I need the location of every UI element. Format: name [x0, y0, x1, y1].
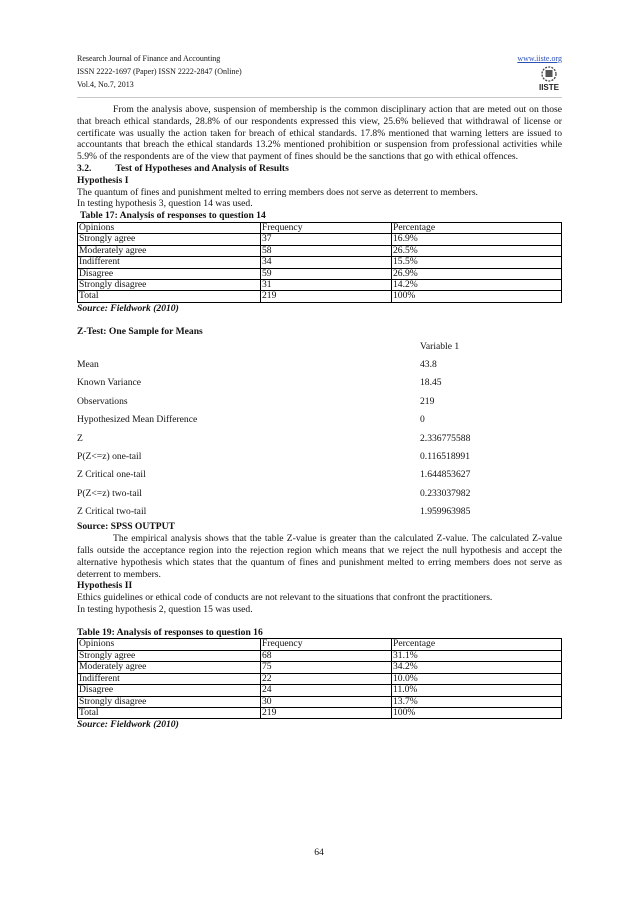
table-cell: 11.0% — [392, 685, 562, 696]
table-cell: Total — [78, 291, 261, 302]
table-cell: Strongly disagree — [78, 280, 261, 291]
journal-title: Research Journal of Finance and Accounting — [77, 54, 221, 63]
ztest-label: Z — [77, 432, 83, 444]
table-cell: 13.7% — [392, 696, 562, 707]
ztest-value: 1.644853627 — [420, 469, 471, 481]
hypothesis-2-testing: In testing hypothesis 2, question 15 was used. — [77, 603, 253, 615]
header-rule — [77, 97, 562, 98]
ztest-label: Z Critical one-tail — [77, 469, 146, 481]
table-row — [78, 245, 562, 256]
table-cell: 22 — [261, 673, 392, 684]
table-cell: 219 — [261, 291, 392, 302]
table-cell: Moderately agree — [78, 245, 261, 256]
table-cell: 100% — [392, 707, 562, 718]
table-19-caption: Table 19: Analysis of responses to question 16 — [77, 626, 263, 638]
table-19 — [77, 638, 562, 719]
ztest-row — [77, 374, 562, 392]
table-cell: 10.0% — [392, 673, 562, 684]
table-cell: 58 — [261, 245, 392, 256]
table-header-cell: Percentage — [392, 222, 562, 233]
table-cell: 24 — [261, 685, 392, 696]
table-row — [78, 662, 562, 673]
ztest-row — [77, 503, 562, 521]
ztest-value: 0.116518991 — [420, 451, 471, 463]
table-cell: 14.2% — [392, 280, 562, 291]
table-cell: 34.2% — [392, 662, 562, 673]
table-header-cell: Opinions — [78, 222, 261, 233]
ztest-row — [77, 466, 562, 484]
table-header-cell: Frequency — [261, 639, 392, 650]
table-cell: 75 — [261, 662, 392, 673]
section-heading — [77, 163, 562, 175]
table-row — [78, 685, 562, 696]
table-cell: 26.9% — [392, 268, 562, 279]
empirical-paragraph: The empirical analysis shows that the table Z-value is greater than the calculated Z-value. The calculated Z-value falls outside the acceptance region into the rejection region which means that we reject the null hypothesis and accept the alternative hypothesis which states that the quantum of fines and punishment melted to erring members does not serve as deterrent to members. — [77, 533, 562, 580]
table-cell: 30 — [261, 696, 392, 707]
ztest-row — [77, 393, 562, 411]
table-cell: 34 — [261, 257, 392, 268]
table-row — [78, 234, 562, 245]
table-header-cell: Frequency — [261, 222, 392, 233]
ztest-source: Source: SPSS OUTPUT — [77, 521, 175, 533]
table-header-row — [78, 639, 562, 650]
hypothesis-2-statement: Ethics guidelines or ethical code of conducts are not relevant to the situations that confront the practitioners. — [77, 592, 493, 604]
ztest-value: 1.959963985 — [420, 506, 471, 518]
ztest-label: Observations — [77, 395, 128, 407]
table-17-source: Source: Fieldwork (2010) — [77, 302, 179, 314]
journal-issn: ISSN 2222-1697 (Paper) ISSN 2222-2847 (Online) — [77, 67, 242, 76]
table-cell: 100% — [392, 291, 562, 302]
section-title: Test of Hypotheses and Analysis of Results — [115, 162, 289, 174]
ztest-value: 0 — [420, 414, 425, 426]
table-row — [78, 707, 562, 718]
hypothesis-2-heading: Hypothesis II — [77, 580, 133, 592]
table-cell: Indifferent — [78, 673, 261, 684]
ztest-label: P(Z<=z) one-tail — [77, 451, 142, 463]
table-cell: 68 — [261, 650, 392, 661]
journal-volume: Vol.4, No.7, 2013 — [77, 80, 134, 89]
table-cell: Disagree — [78, 268, 261, 279]
ztest-value: 18.45 — [420, 377, 442, 389]
table-cell: 59 — [261, 268, 392, 279]
page-content — [77, 104, 562, 731]
table-cell: Strongly disagree — [78, 696, 261, 707]
section-number: 3.2. — [77, 162, 92, 174]
table-cell: Total — [78, 707, 261, 718]
table-cell: Moderately agree — [78, 662, 261, 673]
journal-url-link[interactable]: www.iiste.org — [517, 54, 562, 63]
ztest-value: 0.233037982 — [420, 487, 471, 499]
ztest-row — [77, 485, 562, 503]
logo-text: IISTE — [538, 83, 560, 92]
ztest-row — [77, 411, 562, 429]
table-cell: 16.9% — [392, 234, 562, 245]
table-row — [78, 673, 562, 684]
ztest-label: Mean — [77, 359, 99, 371]
table-row — [78, 268, 562, 279]
table-cell: 219 — [261, 707, 392, 718]
table-17 — [77, 222, 562, 303]
intro-paragraph: From the analysis above, suspension of membership is the common disciplinary action that are meted out on those that breach ethical standards, 28.8% of our respondents expressed this view, 25.6% believed that withdrawal of license or certificate was usually the action taken for breach of ethical standards. 17.8% mentioned that warning letters are issued to accountants that breach the ethical standards 13.2% mentioned prohibition or suspension from professional activities while 5.9% of the respondents are of the view that payment of fines should be the sanctions that go with ethical offences. — [77, 104, 562, 163]
table-cell: 37 — [261, 234, 392, 245]
ztest-label: Known Variance — [77, 377, 142, 389]
ztest-row — [77, 429, 562, 447]
ztest-row — [77, 356, 562, 374]
hypothesis-1-heading: Hypothesis I — [77, 174, 129, 186]
ztest-table — [77, 337, 562, 521]
ztest-title: Z-Test: One Sample for Means — [77, 325, 203, 337]
ztest-value: 219 — [420, 395, 435, 407]
table-17-caption: Table 17: Analysis of responses to question 14 — [80, 210, 266, 222]
ztest-value: 2.336775588 — [420, 432, 471, 444]
table-cell: Strongly agree — [78, 234, 261, 245]
table-row — [78, 257, 562, 268]
table-cell: 31.1% — [392, 650, 562, 661]
table-cell: 26.5% — [392, 245, 562, 256]
ztest-label: Hypothesized Mean Difference — [77, 414, 198, 426]
table-row — [78, 696, 562, 707]
hypothesis-1-testing: In testing hypothesis 3, question 14 was used. — [77, 198, 253, 210]
table-cell: Strongly agree — [78, 650, 261, 661]
table-header-cell: Percentage — [392, 639, 562, 650]
ztest-label: P(Z<=z) two-tail — [77, 487, 142, 499]
table-cell: Indifferent — [78, 257, 261, 268]
ztest-label: Z Critical two-tail — [77, 506, 147, 518]
table-row — [78, 291, 562, 302]
table-cell: 31 — [261, 280, 392, 291]
page-number: 64 — [314, 847, 324, 858]
ztest-value: 43.8 — [420, 359, 437, 371]
table-row — [78, 650, 562, 661]
iiste-logo — [536, 66, 562, 92]
table-19-source: Source: Fieldwork (2010) — [77, 719, 179, 731]
table-row — [78, 280, 562, 291]
table-cell: Disagree — [78, 685, 261, 696]
hypothesis-1-statement: The quantum of fines and punishment melted to erring members does not serve as deterrent to members. — [77, 186, 478, 198]
table-header-cell: Opinions — [78, 639, 261, 650]
ztest-row — [77, 448, 562, 466]
ztest-header-row — [77, 337, 562, 355]
table-cell: 15.5% — [392, 257, 562, 268]
table-header-row — [78, 222, 562, 233]
ztest-column-label: Variable 1 — [420, 340, 460, 352]
